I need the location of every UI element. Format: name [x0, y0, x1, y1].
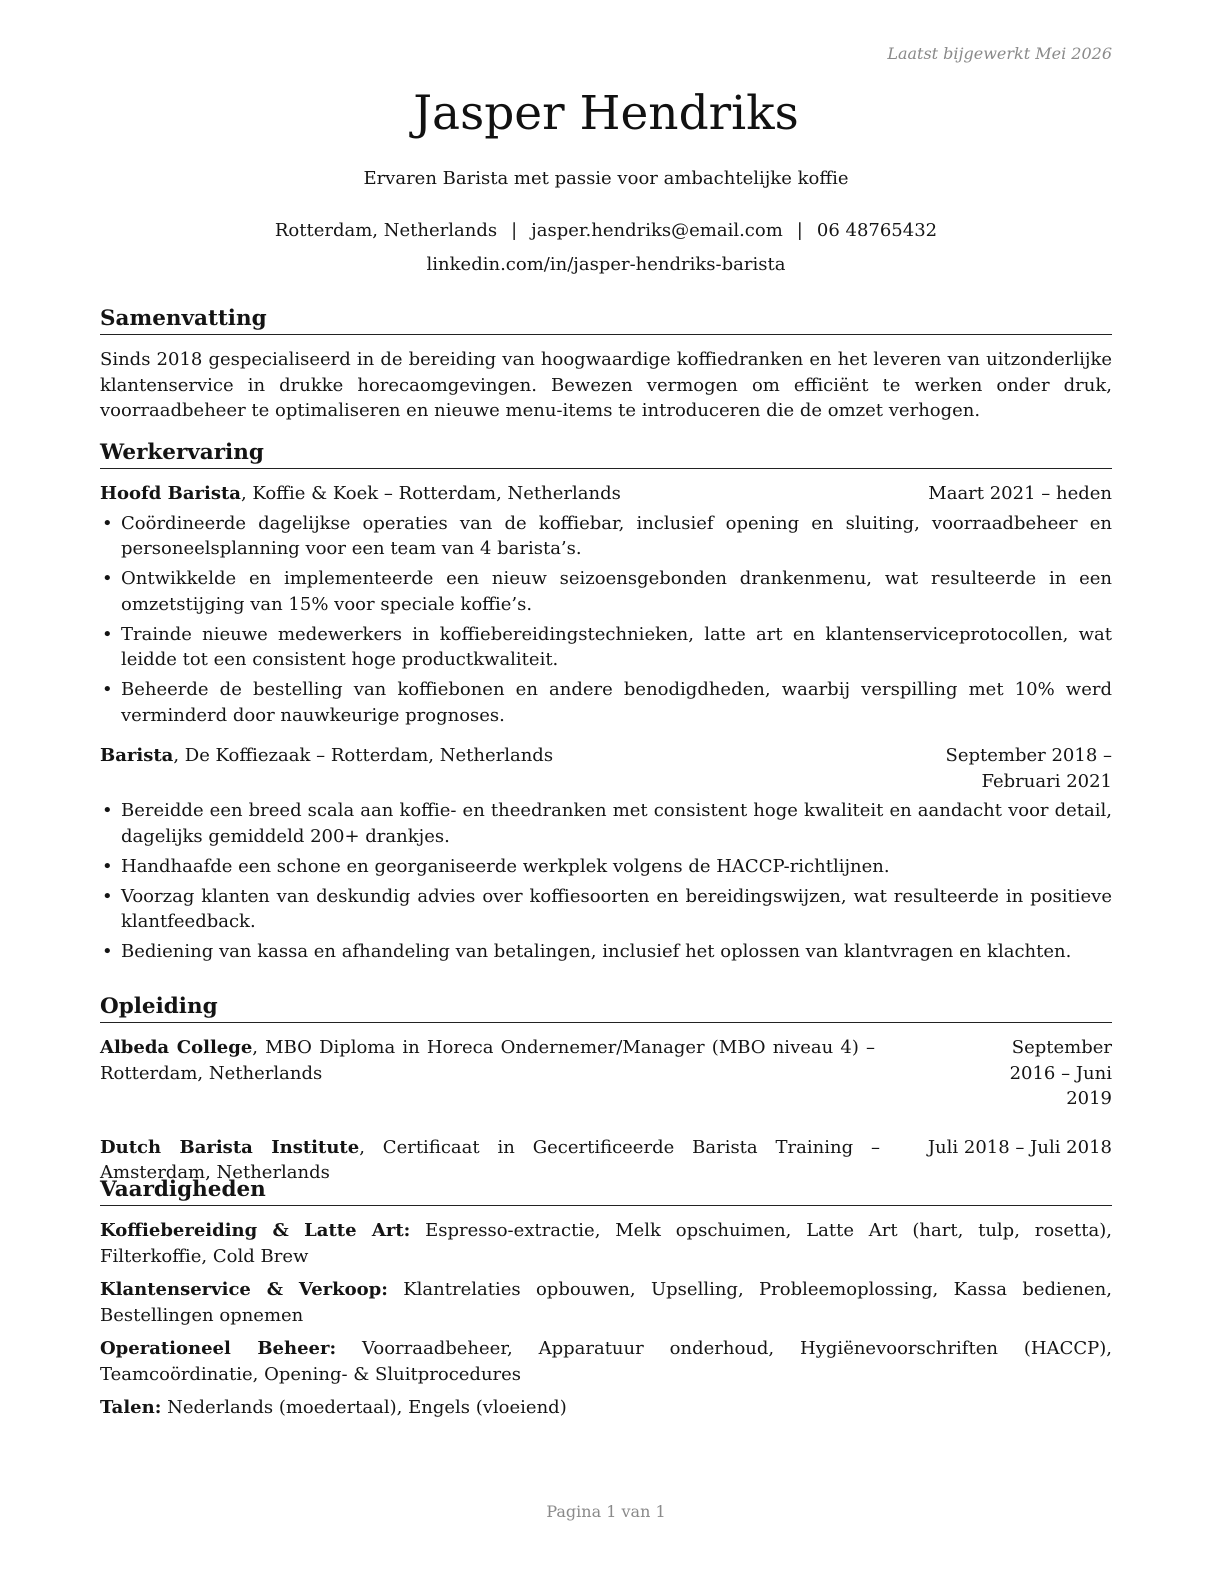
summary-section — [100, 305, 1112, 424]
linkedin-link[interactable]: linkedin.com/in/jasper-hendriks-barista — [426, 254, 786, 275]
education-detail: , MBO Diploma in Horeca Ondernemer/Manager (MBO niveau 4) – Rotterdam, Netherlands — [100, 1037, 876, 1084]
job-role: Hoofd Barista — [100, 483, 241, 504]
skill-text: Espresso-extractie, Melk opschuimen, Latte Art (hart, tulp, rosetta), Filterkoffie, Cold Brew — [100, 1220, 1112, 1267]
location: Rotterdam, Netherlands — [274, 220, 498, 241]
skill-line — [100, 1218, 1112, 1269]
section-title-education: Opleiding — [100, 993, 1112, 1023]
bullet-item: • Handhaafde een schone en georganiseerde werkplek volgens de HACCP-richtlijnen. — [100, 854, 1112, 880]
job-org: , De Koffiezaak – Rotterdam, Netherlands — [173, 745, 554, 766]
skill-label: Talen: — [100, 1397, 162, 1418]
tagline: Ervaren Barista met passie voor ambachtelijke koffie — [363, 168, 849, 189]
skill-line — [100, 1277, 1112, 1328]
skill-text: Klantrelaties opbouwen, Upselling, Probleemoplossing, Kassa bedienen, Bestellingen opnemen — [100, 1279, 1112, 1326]
bullet-item: • Bereidde een breed scala aan koffie- en theedranken met consistent hoge kwaliteit en aandacht voor detail, dagelijks gemiddeld 200+ drankjes. — [100, 798, 1112, 849]
summary-text: Sinds 2018 gespecialiseerd in de bereiding van hoogwaardige koffiedranken en het leveren van uitzonderlijke klantenservice in drukke horecaomgevingen. Bewezen vermogen om efficiënt te werken onder druk, voorraadbeheer te optimaliseren en nieuwe menu-items te introduceren die de omzet verhogen. — [100, 349, 1112, 421]
job-header — [100, 481, 1112, 507]
separator: | — [796, 220, 803, 241]
job-bullets — [100, 511, 1112, 729]
separator: | — [511, 220, 518, 241]
bullet-item: • Beheerde de bestelling van koffiebonen en andere benodigdheden, waarbij verspilling met 10% werd verminderd door nauwkeurige prognoses. — [100, 677, 1112, 728]
bullet-item: • Coördineerde dagelijkse operaties van de koffiebar, inclusief opening en sluiting, voorraadbeheer en personeelsplanning voor een team van 4 barista’s. — [100, 511, 1112, 562]
skill-line — [100, 1395, 1112, 1421]
contact-line — [100, 220, 1112, 241]
bullet-item: • Bediening van kassa en afhandeling van betalingen, inclusief het oplossen van klantvragen en klachten. — [100, 939, 1112, 965]
education-detail: , Certificaat in Gecertificeerde Barista Training – Amsterdam, Netherlands — [100, 1136, 880, 1183]
job-header — [100, 743, 1112, 794]
job-bullets — [100, 798, 1112, 965]
email-link[interactable]: jasper.hendriks@email.com — [531, 220, 783, 241]
education-dates: Juli 2018 – Juli 2018 — [927, 1136, 1112, 1158]
education-text — [100, 1035, 875, 1112]
resume-page — [100, 0, 1112, 1584]
skill-label: Koffiebereiding & Latte Art: — [100, 1220, 411, 1241]
bullet-item: • Trainde nieuwe medewerkers in koffiebereidingstechnieken, latte art en klantenserviceprotocollen, wat leidde tot een consistent hoge productkwaliteit. — [100, 622, 1112, 673]
phone: 06 48765432 — [816, 220, 938, 241]
skill-label: Operationeel Beheer: — [100, 1338, 337, 1359]
last-updated: Laatst bijgewerkt Mei 2026 — [887, 44, 1112, 63]
education-section — [100, 993, 1112, 1186]
job-dates: September 2018 – Februari 2021 — [945, 745, 1112, 792]
experience-section — [100, 439, 1112, 969]
job-dates: Maart 2021 – heden — [928, 483, 1112, 504]
education-dates: September 2016 – Juni 2019 — [1009, 1037, 1112, 1109]
skill-line — [100, 1336, 1112, 1387]
job-role: Barista — [100, 745, 174, 766]
job-title-line — [100, 743, 553, 794]
skills-section — [100, 1176, 1112, 1429]
job-title-line — [100, 481, 621, 507]
bullet-item: • Voorzag klanten van deskundig advies over koffiesoorten en bereidingswijzen, wat resulteerde in positieve klantfeedback. — [100, 884, 1112, 935]
skill-text: Voorraadbeheer, Apparatuur onderhoud, Hygiënevoorschriften (HACCP), Teamcoördinatie, Opening- & Sluitprocedures — [100, 1338, 1112, 1385]
education-entry — [100, 1035, 1112, 1112]
skill-text: Nederlands (moedertaal), Engels (vloeiend) — [161, 1397, 567, 1418]
page-number: Pagina 1 van 1 — [546, 1502, 666, 1521]
job-entry — [100, 481, 1112, 728]
job-entry — [100, 743, 1112, 965]
school-name: Albeda College — [100, 1037, 253, 1058]
job-org: , Koffie & Koek – Rotterdam, Netherlands — [240, 483, 621, 504]
section-title-experience: Werkervaring — [100, 439, 1112, 469]
bullet-item: • Ontwikkelde en implementeerde een nieuw seizoensgebonden drankenmenu, wat resulteerde in een omzetstijging van 15% voor speciale koffie’s. — [100, 566, 1112, 617]
section-title-summary: Samenvatting — [100, 305, 1112, 335]
skill-label: Klantenservice & Verkoop: — [100, 1279, 388, 1300]
section-title-skills: Vaardigheden — [100, 1176, 1112, 1206]
school-name: Dutch Barista Institute — [100, 1136, 360, 1158]
candidate-name: Jasper Hendriks — [413, 86, 799, 141]
